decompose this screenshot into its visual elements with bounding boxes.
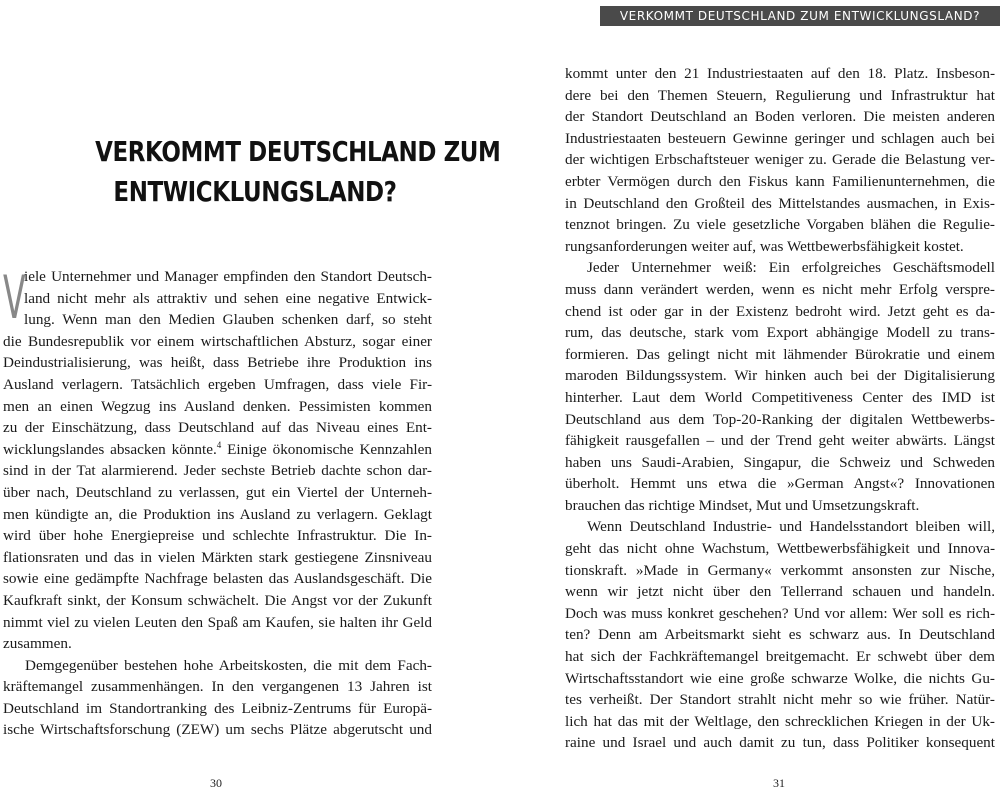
text-line: Ausland verlagern. Tatsächlich ergeben Umfragen, dass viele Fir- <box>3 375 432 393</box>
running-head: VERKOMMT DEUTSCHLAND ZUM ENTWICKLUNGSLAND? <box>600 6 1000 26</box>
text-line: maroden Bildungssystem. Wir hinken auch bei der Digitalisierung <box>565 367 995 385</box>
text-line: raine und Israel und auch damit zu tun, dass Politiker konsequent <box>565 734 995 752</box>
text-line: kräftemangel zusammenhängen. In den vergangenen 13 Jahren ist <box>3 678 432 696</box>
text-line-with-footnote <box>3 439 432 461</box>
text-line: zusammen. <box>3 635 72 653</box>
text-line: chend ist oder gar in der Existenz bedroht wird. Jetzt geht es da- <box>565 302 995 320</box>
text-line: Industriestaaten besteuern Gewinne geringer und schlagen auch bei <box>565 129 995 147</box>
text-line: formieren. Das gelingt nicht mit lähmender Bürokratie und einem <box>565 345 995 363</box>
text-line: tes verheißt. Der Standort strahlt nicht mehr so wie früher. Natür- <box>565 691 995 709</box>
text-line: land nicht mehr als attraktiv und sehen eine negative Entwick- <box>24 289 432 307</box>
text-segment: wicklungslandes absacken könnte. <box>3 440 217 458</box>
text-line: in Deutschland den Großteil des Mittelstandes ausmachen, in Exis- <box>565 194 995 212</box>
text-line: Kaufkraft sinkt, der Konsum schwächelt. Die Angst vor der Zukunft <box>3 591 432 609</box>
page-number-right: 31 <box>773 776 785 790</box>
text-line: der Standort Deutschland an Boden verloren. Die meisten anderen <box>565 108 995 126</box>
left-body-text <box>3 263 432 741</box>
text-line: überholt. Hemmt uns etwa die »German Angst«? Innovationen <box>565 475 995 493</box>
text-line: über nach, Deutschland zu verlassen, gut ein Viertel der Unterneh- <box>3 483 432 501</box>
text-line: iele Unternehmer und Manager empfinden den Standort Deutsch- <box>24 268 432 285</box>
text-line: ten? Denn am Arbeitsmarkt sieht es schwarz aus. In Deutschland <box>565 626 995 644</box>
text-line: men kündigte an, die Produktion ins Ausland zu verlagern. Geklagt <box>3 505 432 523</box>
text-line: hat sich der Fachkräftemangel breitgemacht. Er schwebt über dem <box>565 648 995 666</box>
text-line: Deindustrialisierung, was heißt, dass Betriebe ihre Produktion ins <box>3 354 432 372</box>
right-page <box>500 0 1000 800</box>
text-line: men an einen Wegzug ins Ausland denken. Pessimisten kommen <box>3 397 432 415</box>
text-line: rungsanforderungen weiter auf, was Wettbewerbsfähigkeit kostet. <box>565 237 964 255</box>
text-line: Wirtschaftsstandort wie eine große schwarze Wolke, die nichts Gu- <box>565 669 995 687</box>
text-line: kommt unter den 21 Industriestaaten auf den 18. Platz. Insbeson- <box>565 65 995 82</box>
text-line: der wichtigen Erbschaftsteuer weniger zu. Gerade die Belastung ver- <box>565 151 995 169</box>
right-body-text <box>565 63 995 754</box>
text-line: lung. Wenn man den Medien Glauben schenken darf, so steht <box>24 311 432 329</box>
text-line: brauchen das richtige Mindset, Mut und Umsetzungskraft. <box>565 496 920 514</box>
drop-cap: V <box>3 263 26 333</box>
text-line: wird über hohe Energiepreise und schlechte Infrastruktur. Die In- <box>3 527 432 545</box>
text-segment: Einige ökonomische Kennzahlen <box>221 440 432 458</box>
text-line: lich hat das mit der Weltlage, den schrecklichen Kriegen in der Uk- <box>565 712 995 730</box>
text-line: wenn wir jetzt nicht über den Tellerrand schauen und handeln. <box>565 583 995 601</box>
text-line: erbter Vermögen durch den Fiskus kann Familienunternehmen, die <box>565 172 995 190</box>
chapter-title-line-1: VERKOMMT DEUTSCHLAND ZUM <box>95 135 501 168</box>
page-number-left: 30 <box>210 776 222 790</box>
chapter-title <box>95 132 501 212</box>
text-line: flationsraten und das in vielen Märkten stark gestiegene Zinsniveau <box>3 548 432 566</box>
text-line: sind in der Tat alarmierend. Jeder sechste Betrieb dachte schon dar- <box>3 462 432 480</box>
text-line: die Bundesrepublik vor einem wirtschaftlichen Absturz, sogar einer <box>3 332 432 350</box>
text-line: Jeder Unternehmer weiß: Ein erfolgreiches Geschäftsmodell <box>587 259 995 277</box>
text-line: haben uns Saudi-Arabien, Singapur, die Schweiz und Schweden <box>565 453 995 471</box>
text-line: Deutschland aus dem Top-20-Ranking der digitalen Wettbewerbs- <box>565 410 995 428</box>
text-line: ische Wirtschaftsforschung (ZEW) um sechs Plätze abgerutscht und <box>3 721 432 739</box>
text-line: fähigkeit rausgefallen – und der Trend geht weiter abwärts. Längst <box>565 432 995 450</box>
footnote-reference: 4 <box>216 439 222 450</box>
text-line: rum, das deutsche, stark vom Export abhängige Modell zu trans- <box>565 324 995 342</box>
text-line: sowie eine gedämpfte Nachfrage belasten das Auslandsgeschäft. Die <box>3 570 432 588</box>
text-line: tionskraft. »Made in Germany« verkommt ansonsten zur Nische, <box>565 561 995 579</box>
chapter-title-line-2: ENTWICKLUNGSLAND? <box>113 175 397 208</box>
text-line: dere bei den Themen Steuern, Regulierung und Infrastruktur hat <box>565 86 995 104</box>
text-line: zu der Einschätzung, dass Deutschland auf das Niveau eines Ent- <box>3 419 432 437</box>
text-line: tenznot bringen. Zu viele gesetzliche Vorgaben blähen die Regulie- <box>565 216 995 234</box>
text-line: Deutschland im Standortranking des Leibniz-Zentrums für Europä- <box>3 699 432 717</box>
text-line: nimmt viel zu vielen Leuten den Spaß am Kaufen, sie halten ihr Geld <box>3 613 432 631</box>
text-line: hinterher. Laut dem World Competitiveness Center des IMD ist <box>565 388 995 406</box>
text-line: muss dann verändert werden, wenn es nicht mehr Erfolg verspre- <box>565 280 995 298</box>
text-line: geht das nicht ohne Wachstum, Wettbewerbsfähigkeit und Innova- <box>565 540 995 558</box>
text-line: Doch was muss konkret geschehen? Und vor allem: Wer soll es rich- <box>565 604 995 622</box>
text-line: Demgegenüber bestehen hohe Arbeitskosten, die mit dem Fach- <box>25 656 432 674</box>
text-line: Wenn Deutschland Industrie- und Handelsstandort bleiben will, <box>587 518 995 536</box>
